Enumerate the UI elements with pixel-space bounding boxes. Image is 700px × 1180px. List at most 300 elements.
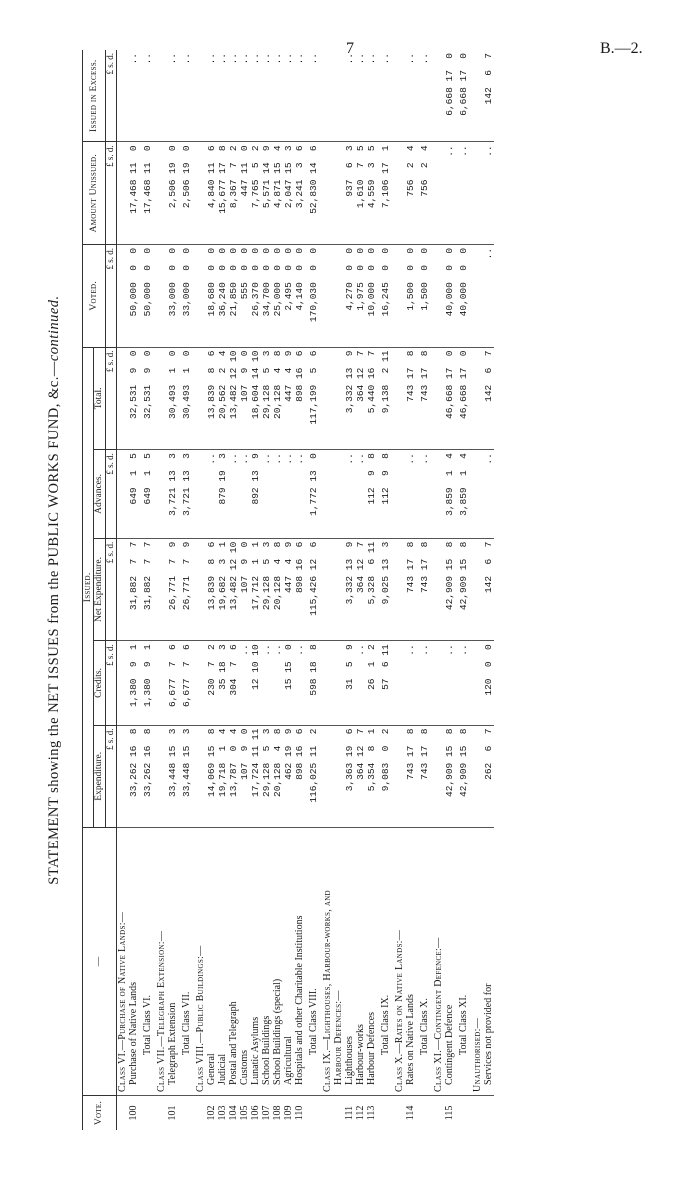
cell-advances: .. <box>283 450 294 539</box>
cell-credits: 120 0 0 <box>483 641 494 725</box>
cell-expenditure: 262 6 7 <box>483 725 494 828</box>
cell-advances: .. <box>272 450 283 539</box>
cell-voted: 40,000 0 0 <box>455 244 472 347</box>
cell-expenditure: 42,909 15 8 <box>444 725 455 828</box>
cell-total: 117,199 5 6 <box>305 347 322 450</box>
cell-expenditure: 13,787 0 4 <box>228 725 239 828</box>
cell-total <box>156 347 167 450</box>
cell-expenditure: 364 12 7 <box>355 725 366 828</box>
cell-net-expenditure: 26,771 7 9 <box>167 538 178 641</box>
cell-expenditure: 19,718 1 4 <box>217 725 228 828</box>
cell-unissued: 447 11 0 <box>239 142 250 245</box>
cell-total: 18,604 14 10 <box>250 347 261 450</box>
header-net-expenditure: Net Expenditure. <box>94 538 105 641</box>
vote-number <box>433 1095 444 1130</box>
cell-net-expenditure <box>333 538 344 641</box>
cell-unissued <box>156 142 167 245</box>
cell-excess: .. <box>405 50 416 142</box>
row-description: Total Class IX. <box>377 828 394 1096</box>
cell-credits: .. <box>455 641 472 725</box>
cell-total: 142 6 7 <box>483 347 494 450</box>
cell-unissued: 17,468 11 0 <box>139 142 156 245</box>
table-row <box>283 50 294 1130</box>
cell-voted: 1,500 0 0 <box>405 244 416 347</box>
cell-total: 13,839 8 6 <box>206 347 217 450</box>
vote-number <box>455 1095 472 1130</box>
cell-credits: .. <box>294 641 305 725</box>
class-heading-row <box>394 50 405 1130</box>
table-row <box>344 50 355 1130</box>
cell-net-expenditure: 115,426 12 6 <box>305 538 322 641</box>
cell-unissued: 17,468 11 0 <box>128 142 139 245</box>
cell-net-expenditure: 743 17 8 <box>405 538 416 641</box>
vote-number: 102 <box>205 1105 217 1121</box>
cell-expenditure: 462 19 9 <box>283 725 294 828</box>
row-description: Total Class VII. <box>178 828 195 1096</box>
cell-credits <box>333 641 344 725</box>
class-heading-row <box>116 50 128 1130</box>
cell-advances: .. <box>344 450 355 539</box>
cell-unissued <box>116 142 128 245</box>
cell-unissued: 2,047 15 3 <box>283 142 294 245</box>
cell-expenditure: 743 17 8 <box>416 725 433 828</box>
row-description: Postal and Telegraph <box>228 828 239 1096</box>
cell-credits <box>472 641 483 725</box>
cell-voted: 33,000 0 0 <box>167 244 178 347</box>
cell-unissued <box>322 142 333 245</box>
cell-net-expenditure: 31,882 7 7 <box>139 538 156 641</box>
cell-credits: 12 10 10 <box>250 641 261 725</box>
row-description: Lighthouses <box>344 828 355 1096</box>
cell-voted <box>394 244 405 347</box>
cell-expenditure: 33,262 16 8 <box>128 725 139 828</box>
row-description: Telegraph Extension <box>167 828 178 1096</box>
cell-voted: 170,030 0 0 <box>305 244 322 347</box>
cell-expenditure <box>195 725 206 828</box>
cell-net-expenditure: 20,128 4 8 <box>272 538 283 641</box>
row-description: Class VI.—Purchase of Native Lands:— <box>116 828 128 1096</box>
cell-unissued: 4,559 3 5 <box>366 142 377 245</box>
unit-unissued: £ s. d. <box>105 142 116 245</box>
vote-number: 100 <box>127 1105 139 1121</box>
cell-total: 9,138 2 11 <box>377 347 394 450</box>
cell-net-expenditure <box>433 538 444 641</box>
cell-excess: .. <box>261 50 272 142</box>
row-description: Lunatic Asylums <box>250 828 261 1096</box>
cell-net-expenditure <box>195 538 206 641</box>
rotated-statement-table <box>40 50 680 1130</box>
cell-voted <box>156 244 167 347</box>
cell-excess: .. <box>377 50 394 142</box>
row-description: Purchase of Native Lands <box>128 828 139 1096</box>
vote-number <box>333 1095 344 1130</box>
cell-net-expenditure <box>394 538 405 641</box>
cell-advances <box>195 450 206 539</box>
cell-advances <box>394 450 405 539</box>
cell-unissued <box>333 142 344 245</box>
cell-expenditure <box>322 725 333 828</box>
cell-advances: 649 1 5 <box>128 450 139 539</box>
cell-expenditure: 29,128 5 3 <box>261 725 272 828</box>
cell-expenditure: 116,025 11 2 <box>305 725 322 828</box>
cell-voted <box>472 244 483 347</box>
cell-expenditure: 5,354 8 1 <box>366 725 377 828</box>
row-description: Contingent Defence <box>444 828 455 1096</box>
cell-total: 447 4 9 <box>283 347 294 450</box>
net-issues-table <box>82 50 494 1130</box>
cell-excess <box>433 50 444 142</box>
table-row <box>261 50 272 1130</box>
total-row <box>377 50 394 1130</box>
vote-number <box>305 1095 322 1130</box>
cell-excess: .. <box>228 50 239 142</box>
total-row <box>305 50 322 1130</box>
table-row <box>355 50 366 1130</box>
cell-advances: 1,772 13 0 <box>305 450 322 539</box>
cell-credits <box>116 641 128 725</box>
cell-unissued: 2,506 19 0 <box>167 142 178 245</box>
cell-voted: 36,240 0 0 <box>217 244 228 347</box>
cell-advances: 3,859 1 4 <box>444 450 455 539</box>
vote-number: 108 <box>271 1105 283 1121</box>
cell-excess <box>195 50 206 142</box>
row-description: Harbour-works <box>355 828 366 1096</box>
cell-total <box>195 347 206 450</box>
cell-credits: 1,380 9 1 <box>139 641 156 725</box>
cell-advances: 649 1 5 <box>139 450 156 539</box>
cell-total: 20,562 2 4 <box>217 347 228 450</box>
cell-excess: 142 6 7 <box>483 50 494 142</box>
header-total: Total. <box>94 347 105 450</box>
vote-number <box>416 1095 433 1130</box>
cell-total: 5,440 16 7 <box>366 347 377 450</box>
statement-title-text: STATEMENT showing the NET ISSUES from the PUBLIC WORKS FUND, &c.— <box>46 361 62 885</box>
cell-unissued: 52,830 14 6 <box>305 142 322 245</box>
cell-unissued: .. <box>483 142 494 245</box>
table-row <box>239 50 250 1130</box>
cell-total <box>333 347 344 450</box>
table-body <box>116 50 494 1130</box>
cell-credits: .. <box>261 641 272 725</box>
cell-expenditure: 33,262 16 8 <box>139 725 156 828</box>
cell-net-expenditure: 743 17 8 <box>416 538 433 641</box>
cell-advances <box>322 450 333 539</box>
vote-number: 107 <box>260 1105 272 1121</box>
vote-number <box>483 1095 494 1130</box>
cell-voted: 555 0 0 <box>239 244 250 347</box>
cell-unissued <box>394 142 405 245</box>
cell-voted: .. <box>483 244 494 347</box>
cell-unissued <box>195 142 206 245</box>
vote-number: 109 <box>282 1105 294 1121</box>
cell-credits: .. <box>444 641 455 725</box>
cell-voted <box>195 244 206 347</box>
cell-voted: 40,000 0 0 <box>444 244 455 347</box>
vote-number: 111 <box>343 1105 355 1121</box>
cell-voted: 4,270 0 0 <box>344 244 355 347</box>
cell-net-expenditure <box>322 538 333 641</box>
cell-advances: .. <box>355 450 366 539</box>
cell-unissued: 4,871 15 4 <box>272 142 283 245</box>
unit-expenditure: £ s. d. <box>105 725 116 828</box>
cell-credits: 6,677 7 6 <box>167 641 178 725</box>
cell-credits: .. <box>416 641 433 725</box>
vote-number: 112 <box>354 1105 366 1121</box>
cell-voted: 18,680 0 0 <box>206 244 217 347</box>
cell-total: 20,128 4 8 <box>272 347 283 450</box>
cell-excess: .. <box>344 50 355 142</box>
header-unissued: Amount Unissued. <box>83 142 106 245</box>
row-description: Hospitals and other Charitable Institutions <box>294 828 305 1096</box>
cell-total: 30,493 1 0 <box>167 347 178 450</box>
cell-excess: .. <box>217 50 228 142</box>
cell-credits <box>322 641 333 725</box>
table-row <box>366 50 377 1130</box>
cell-excess: .. <box>366 50 377 142</box>
class-heading-row <box>195 50 206 1130</box>
cell-advances: 879 19 3 <box>217 450 228 539</box>
cell-excess: .. <box>416 50 433 142</box>
cell-total: 46,668 17 0 <box>455 347 472 450</box>
cell-advances: 3,721 13 3 <box>167 450 178 539</box>
cell-excess: .. <box>283 50 294 142</box>
vote-number <box>394 1095 405 1130</box>
cell-total <box>472 347 483 450</box>
unit-advances: £ s. d. <box>105 450 116 539</box>
cell-net-expenditure: 9,025 13 3 <box>377 538 394 641</box>
cell-unissued: 2,506 19 0 <box>178 142 195 245</box>
cell-advances: .. <box>239 450 250 539</box>
cell-unissued <box>433 142 444 245</box>
cell-voted: 21,850 0 0 <box>228 244 239 347</box>
cell-total: 898 16 6 <box>294 347 305 450</box>
cell-advances: .. <box>294 450 305 539</box>
cell-expenditure: 107 9 0 <box>239 725 250 828</box>
cell-credits <box>156 641 167 725</box>
vote-number <box>472 1095 483 1130</box>
cell-voted: 33,000 0 0 <box>178 244 195 347</box>
row-description: Class VIII.—Public Buildings:— <box>195 828 206 1096</box>
vote-number <box>116 1095 128 1130</box>
cell-advances: .. <box>228 450 239 539</box>
cell-excess <box>322 50 333 142</box>
cell-total: 30,493 1 0 <box>178 347 195 450</box>
cell-expenditure <box>472 725 483 828</box>
table-row <box>217 50 228 1130</box>
header-advances: Advances. <box>94 450 105 539</box>
cell-advances: .. <box>405 450 416 539</box>
cell-unissued: .. <box>455 142 472 245</box>
cell-advances: 112 9 8 <box>366 450 377 539</box>
cell-advances: 3,721 13 3 <box>178 450 195 539</box>
cell-expenditure: 33,448 15 3 <box>178 725 195 828</box>
row-description: Customs <box>239 828 250 1096</box>
cell-net-expenditure: 31,882 7 7 <box>128 538 139 641</box>
cell-expenditure: 14,069 15 8 <box>206 725 217 828</box>
cell-excess <box>156 50 167 142</box>
cell-net-expenditure: 13,839 8 6 <box>206 538 217 641</box>
table-row <box>228 50 239 1130</box>
cell-voted: 50,000 0 0 <box>128 244 139 347</box>
cell-net-expenditure: 26,771 7 9 <box>178 538 195 641</box>
cell-net-expenditure: 898 16 6 <box>294 538 305 641</box>
cell-unissued: 7,106 17 1 <box>377 142 394 245</box>
header-excess: Issued in Excess. <box>83 50 106 142</box>
cell-credits: 304 7 6 <box>228 641 239 725</box>
cell-advances: .. <box>261 450 272 539</box>
cell-unissued: 15,677 17 8 <box>217 142 228 245</box>
cell-advances <box>472 450 483 539</box>
cell-unissued: 756 2 4 <box>405 142 416 245</box>
cell-advances: 892 13 9 <box>250 450 261 539</box>
vote-number: 110 <box>293 1105 305 1121</box>
cell-net-expenditure: 42,909 15 8 <box>444 538 455 641</box>
document-reference: B.—2. <box>600 40 643 57</box>
cell-credits: 57 6 11 <box>377 641 394 725</box>
cell-total <box>394 347 405 450</box>
cell-credits <box>195 641 206 725</box>
header-description: — <box>83 828 117 1096</box>
cell-credits: 6,677 7 6 <box>178 641 195 725</box>
cell-expenditure: 743 17 8 <box>405 725 416 828</box>
cell-net-expenditure: 107 9 0 <box>239 538 250 641</box>
cell-excess <box>116 50 128 142</box>
cell-excess: .. <box>294 50 305 142</box>
row-description: Agricultural <box>283 828 294 1096</box>
cell-advances: 3,859 1 4 <box>455 450 472 539</box>
cell-unissued: 756 2 4 <box>416 142 433 245</box>
row-description: School Buildings <box>261 828 272 1096</box>
cell-unissued: 5,571 14 9 <box>261 142 272 245</box>
cell-excess: .. <box>250 50 261 142</box>
total-row <box>455 50 472 1130</box>
table-row <box>167 50 178 1130</box>
cell-credits: 15 15 0 <box>283 641 294 725</box>
class-heading-row <box>156 50 167 1130</box>
cell-expenditure: 33,448 15 3 <box>167 725 178 828</box>
cell-voted: 26,370 0 0 <box>250 244 261 347</box>
vote-number <box>322 1095 333 1130</box>
total-row <box>139 50 156 1130</box>
cell-net-expenditure: 3,332 13 9 <box>344 538 355 641</box>
row-description: Total Class VIII. <box>305 828 322 1096</box>
cell-advances <box>433 450 444 539</box>
row-description: Total Class X. <box>416 828 433 1096</box>
cell-net-expenditure: 5,328 6 11 <box>366 538 377 641</box>
cell-excess <box>333 50 344 142</box>
cell-voted <box>322 244 333 347</box>
cell-advances <box>156 450 167 539</box>
cell-expenditure: 20,128 4 8 <box>272 725 283 828</box>
cell-total: 107 9 0 <box>239 347 250 450</box>
vote-number: 113 <box>365 1105 377 1121</box>
cell-excess: 6,668 17 0 <box>455 50 472 142</box>
vote-number: 115 <box>443 1105 455 1121</box>
row-description: Total Class XI. <box>455 828 472 1096</box>
row-description: Class X.—Rates on Native Lands:— <box>394 828 405 1096</box>
cell-credits: 1,380 9 1 <box>128 641 139 725</box>
row-description: Rates on Native Lands <box>405 828 416 1096</box>
cell-credits: .. <box>239 641 250 725</box>
table-row <box>294 50 305 1130</box>
vote-number <box>195 1095 206 1130</box>
row-description: Judicial <box>217 828 228 1096</box>
cell-voted <box>433 244 444 347</box>
cell-unissued: 8,367 7 2 <box>228 142 239 245</box>
unit-total: £ s. d. <box>105 347 116 450</box>
cell-net-expenditure <box>116 538 128 641</box>
cell-total <box>322 347 333 450</box>
cell-excess: .. <box>272 50 283 142</box>
cell-credits: .. <box>405 641 416 725</box>
cell-expenditure <box>394 725 405 828</box>
cell-net-expenditure: 42,909 15 8 <box>455 538 472 641</box>
cell-total: 32,531 9 0 <box>128 347 139 450</box>
cell-expenditure <box>333 725 344 828</box>
cell-advances <box>333 450 344 539</box>
cell-advances: .. <box>206 450 217 539</box>
total-row <box>416 50 433 1130</box>
cell-excess: .. <box>206 50 217 142</box>
cell-expenditure <box>156 725 167 828</box>
vote-number <box>156 1095 167 1130</box>
cell-excess: 6,668 17 0 <box>444 50 455 142</box>
class-heading-row <box>333 50 344 1130</box>
header-vote: Vote. <box>83 1095 117 1130</box>
cell-total: 743 17 8 <box>405 347 416 450</box>
cell-excess: .. <box>128 50 139 142</box>
class-heading-row <box>472 50 483 1130</box>
cell-unissued: 3,241 3 6 <box>294 142 305 245</box>
table-row <box>250 50 261 1130</box>
vote-number: 105 <box>238 1105 250 1121</box>
cell-voted: 1,500 0 0 <box>416 244 433 347</box>
cell-unissued: 1,610 7 5 <box>355 142 366 245</box>
row-description: Unauthorised:— <box>472 828 483 1096</box>
cell-net-expenditure: 19,682 3 1 <box>217 538 228 641</box>
cell-total: 32,531 9 0 <box>139 347 156 450</box>
cell-credits: 598 18 8 <box>305 641 322 725</box>
cell-total: 743 17 8 <box>416 347 433 450</box>
cell-unissued: 7,765 5 2 <box>250 142 261 245</box>
cell-excess <box>472 50 483 142</box>
vote-number: 104 <box>227 1105 239 1121</box>
cell-net-expenditure: 447 4 9 <box>283 538 294 641</box>
cell-total <box>433 347 444 450</box>
vote-number: 114 <box>404 1105 416 1121</box>
cell-excess: .. <box>355 50 366 142</box>
cell-credits <box>394 641 405 725</box>
cell-total: 13,482 12 10 <box>228 347 239 450</box>
total-row <box>178 50 195 1130</box>
cell-excess: .. <box>305 50 322 142</box>
cell-expenditure <box>433 725 444 828</box>
row-description: Class IX.—Lighthouses, Harbour-works, and <box>322 828 333 1096</box>
vote-number: 106 <box>249 1105 261 1121</box>
row-description: Class VII.—Telegraph Extension:— <box>156 828 167 1096</box>
vote-number <box>178 1095 195 1130</box>
cell-credits <box>433 641 444 725</box>
cell-excess <box>394 50 405 142</box>
table-row <box>444 50 455 1130</box>
cell-credits: 35 18 3 <box>217 641 228 725</box>
vote-number: 103 <box>216 1105 228 1121</box>
cell-net-expenditure <box>472 538 483 641</box>
cell-total <box>116 347 128 450</box>
table-row <box>206 50 217 1130</box>
cell-total: 29,128 5 3 <box>261 347 272 450</box>
cell-total: 3,332 13 9 <box>344 347 355 450</box>
